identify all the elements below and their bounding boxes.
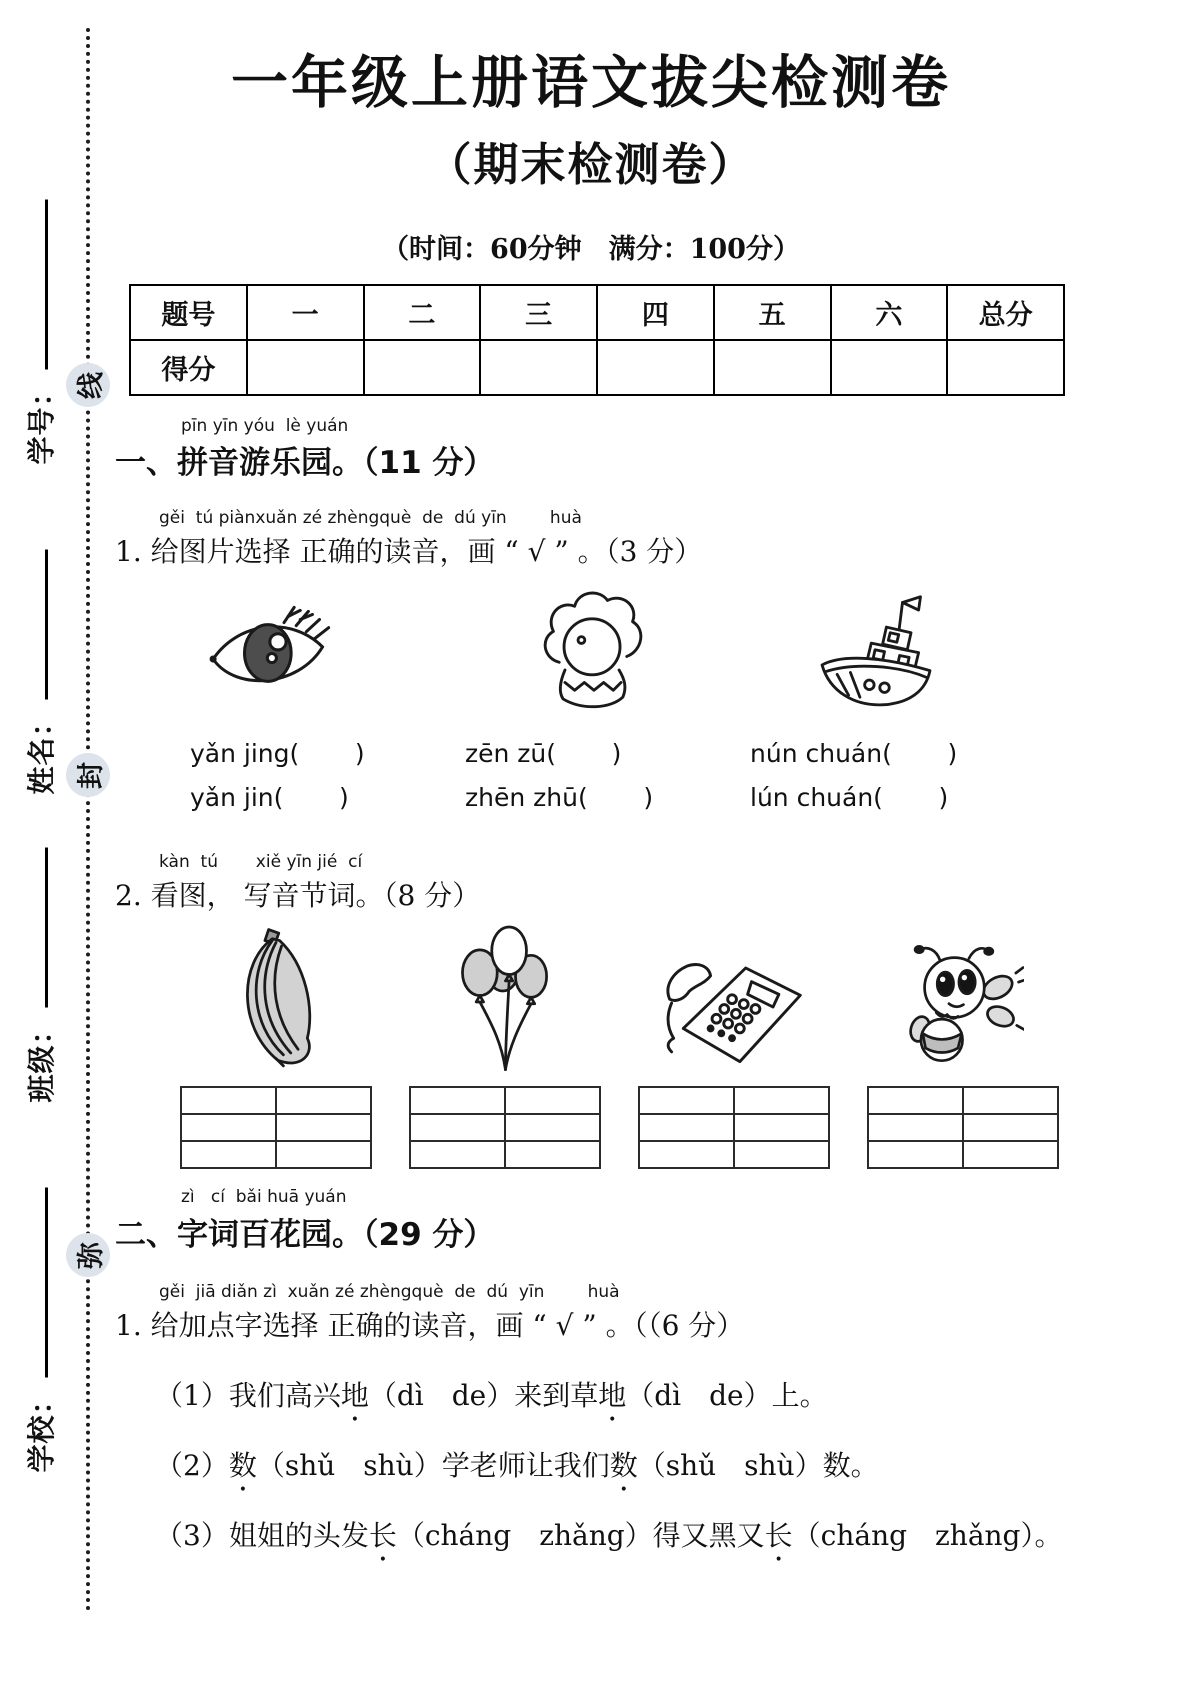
section-two-title: 二、字词百花园。（29 分）: [115, 1216, 495, 1253]
score-table-header-row: [130, 285, 1064, 340]
write-column-balloons: [390, 918, 619, 1169]
name-blank: [39, 549, 48, 699]
score-cell: [947, 340, 1064, 395]
school-blank: [39, 1187, 48, 1377]
option-column-ship: [750, 586, 1067, 812]
score-table-header-cell: 二: [364, 285, 481, 340]
score-table-header-cell: 六: [831, 285, 948, 340]
seal-char-xian: 线: [66, 363, 110, 407]
grid-cell: [868, 1114, 963, 1141]
score-table-header-cell: 题号: [130, 285, 247, 340]
option-column-pearl: [465, 586, 750, 812]
grid-cell: [734, 1087, 829, 1114]
section-two-pinyin: zì cí bǎi huā yuán: [181, 1187, 347, 1208]
grid-cell: [963, 1114, 1058, 1141]
grid-cell: [410, 1114, 505, 1141]
s1-q2-pinyin: kàn tú xiě yīn jié cí: [159, 852, 363, 873]
grid-cell: [734, 1114, 829, 1141]
grid-cell: [276, 1087, 371, 1114]
option-yan-jin: yǎn jin( ): [190, 783, 349, 813]
grid-cell: [410, 1087, 505, 1114]
score-table-header-cell: 五: [714, 285, 831, 340]
telephone-image: [656, 938, 812, 1076]
s1-q1-pinyin: gěi tú piànxuǎn zé zhèngquè de dú yīn huà: [159, 508, 582, 529]
option-lun-chuan: lún chuán( ): [750, 783, 949, 813]
score-table-header-cell: 四: [597, 285, 714, 340]
pinyin-writing-grid: [638, 1086, 830, 1169]
score-table-header-cell: 一: [247, 285, 364, 340]
grid-cell: [181, 1087, 276, 1114]
write-column-bee: [848, 918, 1077, 1169]
margin-field-student-id: [20, 199, 60, 464]
main-content: [115, 0, 1067, 1554]
grid-cell: [505, 1114, 600, 1141]
score-label-cell: 得分: [130, 340, 247, 395]
grid-cell: [276, 1141, 371, 1168]
margin-field-school: [20, 1187, 60, 1472]
score-cell: [247, 340, 364, 395]
section-one-pinyin: pīn yīn yóu lè yuán: [181, 415, 349, 436]
grid-cell: [639, 1114, 734, 1141]
s1-q2-text: 2. 看图， 写音节词。（8 分）: [115, 879, 481, 913]
pinyin-writing-grid: [409, 1086, 601, 1169]
grid-cell: [181, 1114, 276, 1141]
option-column-eye: [170, 586, 465, 812]
seal-char-mi: 弥: [66, 1233, 110, 1277]
option-zen-zu: zēn zū( ): [465, 739, 622, 769]
class-label: 班级：: [25, 1015, 58, 1103]
option-nun-chuan: nún chuán( ): [750, 739, 958, 769]
seal-dotted-line: [86, 28, 90, 1612]
score-table-score-row: [130, 340, 1064, 395]
option-zhen-zhu: zhēn zhū( ): [465, 783, 654, 813]
score-table: [129, 284, 1065, 396]
s2-q1-item-2: （2）数（shǔ shù）学老师让我们数（shǔ shù）数。: [155, 1448, 879, 1482]
s2-q1-item-3: （3）姐姐的头发长（cháng zhǎng）得又黑又长（cháng zhǎng）。: [155, 1518, 1063, 1552]
grid-cell: [734, 1141, 829, 1168]
s2-q1-item-1: （1）我们高兴地（dì de）来到草地（dì de）上。: [155, 1378, 828, 1412]
school-label: 学校：: [25, 1385, 58, 1473]
section-one-title: 一、拼音游乐园。（11 分）: [115, 445, 495, 482]
grid-cell: [276, 1114, 371, 1141]
grid-cell: [868, 1141, 963, 1168]
margin-field-name: [20, 549, 60, 794]
score-table-header-cell: 三: [480, 285, 597, 340]
grid-cell: [639, 1087, 734, 1114]
grid-cell: [963, 1087, 1058, 1114]
student-id-label: 学号：: [25, 377, 58, 465]
score-cell: [364, 340, 481, 395]
grid-cell: [505, 1141, 600, 1168]
bee-image: [902, 936, 1024, 1076]
s2-q1-pinyin: gěi jiā diǎn zì xuǎn zé zhèngquè de dú yīn huà: [159, 1281, 620, 1302]
bananas-image: [219, 924, 333, 1076]
s1-q2-picture-grids: [161, 918, 1067, 1169]
grid-cell: [410, 1141, 505, 1168]
class-blank: [39, 847, 48, 1007]
balloons-image: [452, 916, 558, 1076]
seal-char-feng: 封: [66, 753, 110, 797]
grid-cell: [639, 1141, 734, 1168]
s2-q1-text: 1. 给加点字选择 正确的读音，画 “ √ ” 。（（6 分）: [115, 1308, 745, 1342]
pearl-in-shell-image: [530, 585, 656, 725]
margin-field-class: [20, 847, 60, 1102]
name-label: 姓名：: [25, 707, 58, 795]
write-column-bananas: [161, 918, 390, 1169]
exam-meta: （时间：60分钟 满分：100分）: [382, 233, 800, 265]
eye-image: [205, 594, 357, 716]
score-cell: [714, 340, 831, 395]
steamship-image: [805, 590, 947, 720]
student-id-blank: [39, 199, 48, 369]
write-column-telephone: [619, 918, 848, 1169]
grid-cell: [963, 1141, 1058, 1168]
score-cell: [480, 340, 597, 395]
option-yan-jing: yǎn jing( ): [190, 739, 365, 769]
score-cell: [597, 340, 714, 395]
page-title: 一年级上册语文拔尖检测卷: [231, 49, 951, 116]
grid-cell: [505, 1087, 600, 1114]
page-subtitle: （期末检测卷）: [426, 137, 756, 191]
score-cell: [831, 340, 948, 395]
pinyin-writing-grid: [180, 1086, 372, 1169]
score-table-header-cell: 总分: [947, 285, 1064, 340]
s1-q1-picture-options: [170, 586, 1067, 812]
grid-cell: [181, 1141, 276, 1168]
s1-q1-text: 1. 给图片选择 正确的读音，画 “ √ ” 。（3 分）: [115, 535, 703, 569]
grid-cell: [868, 1087, 963, 1114]
pinyin-writing-grid: [867, 1086, 1059, 1169]
